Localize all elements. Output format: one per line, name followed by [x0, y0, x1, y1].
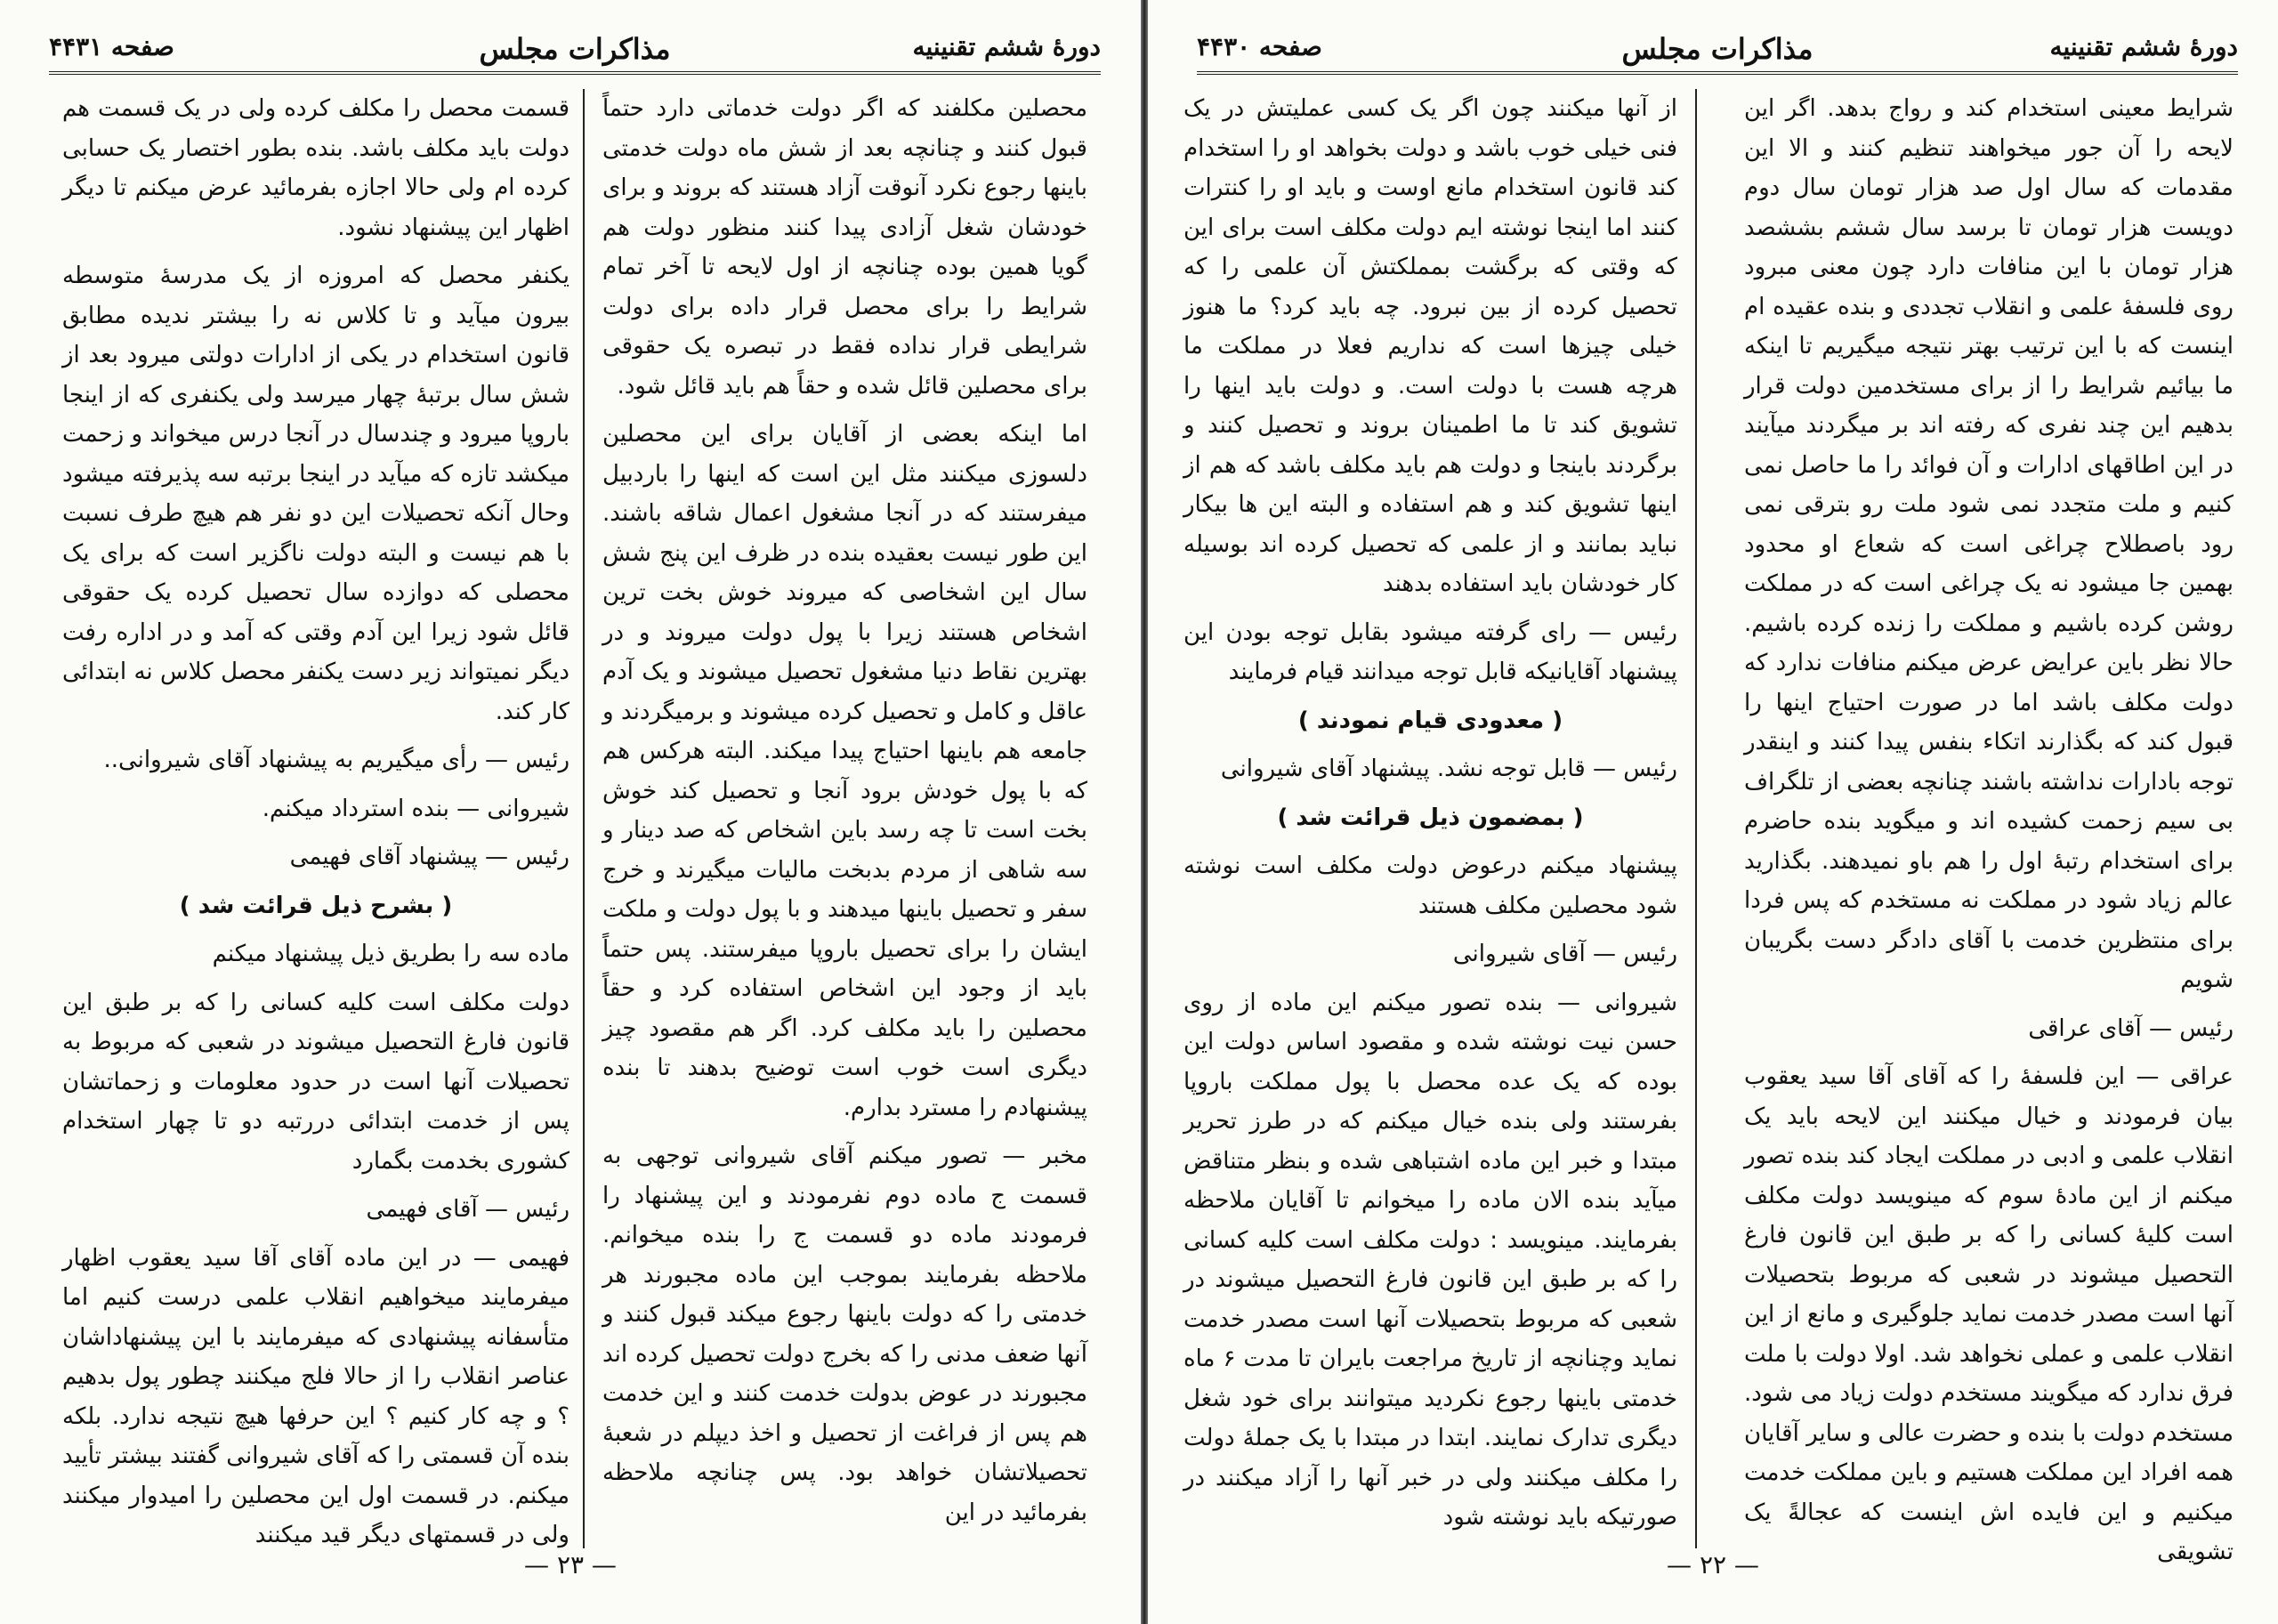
speaker-line: رئیس — قابل توجه نشد. پیشنهاد آقای شیروانی — [1220, 755, 1677, 782]
paragraph: اما اینکه بعضی از آقایان برای این محصلین دلسوزی میکنند مثل این است که اینها را باردبیل میفرستند که در آنجا مشغول اعمال شاقه باشند. این طور نیست بعقیده بنده در ظرف این پنج شش سال این اشخاصی که میروند خوش بخت ترین اشخاص هستند زیرا با پول دولت میروند و در بهترین نقاط دنیا مشغول تحصیل میشوند و یک آدم عاقل و کامل و تحصیل کرده میشوند و برمیگردند و جامعه هم باینها احتیاج پیدا میکند. البته هرکس هم که با پول خودش برود آنجا و تحصیل کند خوش بخت است تا چه رسد باین اشخاص که صد دینار و سه شاهی از مردم بدبخت مالیات میگیرند و خرج سفر و تحصیل باینها میدهند و با پول دولت و ملکت ایشان را برای تحصیل باروپا میفرستند. پس حتماً باید از وجود این اشخاص استفاده کرد و حقاً محصلین را باید مکلف کرد. اگر هم مقصود چیز دیگری است خوب است توضیح بدهند تا بنده پیشنهادم را مسترد بدارم. — [602, 421, 1087, 1121]
right-page-right-column — [1744, 89, 2234, 1565]
paragraph: فهیمی — در این ماده آقای آقا سید یعقوب اظهار میفرمایند میخواهیم انقلاب علمی درست کنیم اما متأسفانه پیشنهادی که میفرمایند با این پیشنهاداشان عناصر انقلاب را از حالا فلج میکنند چطور پول بدهیم ؟ و چه کار کنیم ؟ این حرفها هیچ نتیجه ندارد. بلکه بنده آن قسمتی را که آقای شیروانی گفتند بیشتر تأیید میکنم. در قسمت اول این محصلین را امیدوار میکنند ولی در قسمتهای دیگر قید میکنند — [62, 1244, 570, 1548]
right-page-left-column — [1183, 89, 1677, 1548]
right-header-session: دورهٔ ششم تقنینیه — [2049, 32, 2238, 61]
speaker-line: رئیس — آقای شیروانی — [1452, 941, 1677, 967]
right-header-title: مذاکرات مجلس — [1621, 32, 1814, 66]
left-folio-number: — ۲۳ — — [524, 1550, 617, 1580]
speaker-line: رئیس — رأی میگیریم به پیشنهاد آقای شیروانی.. — [103, 747, 570, 773]
paragraph: دولت مکلف است کلیه کسانی را که بر طبق این قانون فارغ التحصیل میشوند در شعبی که مربوط به تحصیلات آنها است در حدود معلومات و زحماتشان پس از خدمت ابتدائی دررتبه دو تا چهار استخدام کشوری بخدمت بگمارد — [62, 989, 570, 1175]
left-header-title: مذاکرات مجلس — [479, 32, 671, 66]
speaker-line: شیروانی — بنده استرداد میکنم. — [262, 795, 570, 822]
right-page-folio — [1148, 1550, 2278, 1580]
speaker-line: رئیس — آقای فهیمی — [366, 1196, 570, 1223]
stage-direction: ( معدودی قیام نمودند ) — [1297, 707, 1563, 734]
stage-direction: ( بمضمون ذیل قرائت شد ) — [1277, 804, 1584, 831]
speaker-line: رئیس — آقای عراقی — [2028, 1014, 2234, 1042]
right-page-column-rule — [1695, 89, 1697, 1548]
right-folio-number: — ۲۲ — — [1667, 1550, 1759, 1580]
paragraph: مخبر — تصور میکنم آقای شیروانی توجهی به قسمت ج ماده دوم نفرمودند و این پیشنهاد را فرمودند ماده دو قسمت ج را بنده میخوانم. ملاحظه بفرمایند بموجب این ماده مجبورند هر خدمتی را که دولت باینها رجوع میکند قبول کنند و آنها ضعف مدنی را که بخرج دولت تحصیل کرده اند مجبورند در عوض بدولت خدمت کنند و این خدمت هم پس از فراغت از تحصیل و اخذ دیپلم در شعبهٔ تحصیلاتشان خواهد بود. پس چنانچه ملاحظه بفرمائید در این — [602, 1143, 1087, 1526]
speaker-line: رئیس — پیشنهاد آقای فهیمی — [289, 844, 570, 870]
paragraph: قسمت محصل را مکلف کرده ولی در یک قسمت هم دولت باید مکلف باشد. بنده بطور اختصار یک حسابی کرده ام ولی حالا اجازه بفرمائید عرض میکنم تا دیگر اظهار این پیشنهاد نشود. — [62, 95, 570, 241]
book-gutter — [1141, 0, 1148, 1624]
left-page-left-column — [62, 89, 570, 1548]
paragraph: شیروانی — بنده تصور میکنم این ماده از روی حسن نیت نوشته شده و مقصود اساس دولت این بوده که یک عده محصل با پول مملکت باروپا بفرستند ولی بنده خیال میکنم که در طرز تحریر مبتدا و خبر این ماده اشتباهی شده و بنظر متناقض میآید بنده الان ماده را میخوانم تا آقایان ملاحظه بفرمایند. مینویسد : دولت مکلف است کلیه کسانی را که بر طبق این قانون فارغ التحصیل میشوند در شعبی که مربوط بتحصیلات آنها است مصدر خدمت نماید وچنانچه از تاریخ مراجعت بایران تا مدت ۶ ماه خدمتی باینها رجوع نکردید میتوانند برای خود شغل دیگری تدارک نمایند. ابتدا در مبتدا با یک جملهٔ دولت را مکلف میکنند ولی در خبر آنها را آزاد میکنند در صورتیکه باید نوشته شود — [1183, 989, 1677, 1531]
speaker-line: رئیس — رای گرفته میشود بقابل توجه بودن این پیشنهاد آقایانیکه قابل توجه میدانند قیام فرمایند — [1183, 618, 1677, 685]
left-header-session: دورهٔ ششم تقنینیه — [912, 32, 1101, 61]
left-page-folio — [0, 1550, 1141, 1580]
left-page-column-rule — [583, 89, 585, 1548]
paragraph: یکنفر محصل که امروزه از یک مدرسهٔ متوسطه بیرون میآید و تا کلاس نه را بیشتر ندیده مطابق قانون استخدام در یکی از ادارات دولتی میرود بعد از شش سال برتبهٔ چهار میرسد ولی یکنفری که از اینجا باروپا میرود و چندسال در آنجا درس میخواند و زحمت میکشد تازه که میآید در اینجا برتبه سه پذیرفته میشود وحال آنکه تحصیلات این دو نفر هم هیچ طرف نسبت با هم نیست و البته دولت ناگزیر است که برای یک محصلی که دوازده سال تحصیل کرده یک حقوقی قائل شود زیرا این آدم وقتی که آمد و در اداره رفت دیگر نمیتواند زیر دست یکنفر محصل کلاس نه ابتدائی کار کند. — [62, 263, 570, 725]
right-page-header — [1197, 27, 2238, 75]
paragraph: محصلین مکلفند که اگر دولت خدماتی دارد حتماً قبول کنند و چنانچه بعد از شش ماه دولت خدمتی باینها رجوع نکرد آنوقت آزاد هستند که بروند و برای خودشان شغل آزادی پیدا کنند منظور دولت هم گویا همین بوده چنانچه از اول لایحه تا آخر تمام شرایط را برای محصل قرار داده برای دولت شرایطی قرار نداده فقط در تبصره یک حقوقی برای محصلین قائل شده و حقاً هم باید قائل شود. — [602, 95, 1087, 400]
stage-direction: ( بشرح ذیل قرائت شد ) — [179, 892, 453, 919]
paragraph: ماده سه را بطریق ذیل پیشنهاد میکنم — [212, 941, 570, 967]
right-header-page-number: صفحه ۴۴۳۰ — [1197, 32, 1322, 61]
right-page — [1148, 0, 2278, 1624]
left-page-right-column — [602, 89, 1087, 1548]
left-page-header — [49, 27, 1101, 75]
left-header-page-number: صفحه ۴۴۳۱ — [49, 32, 174, 61]
paragraph: از آنها میکنند چون اگر یک کسی عملیتش در یک فنی خیلی خوب باشد و دولت بخواهد او را استخدام کند قانون استخدام مانع اوست و باید او را کنترات کنند اما اینجا نوشته ایم دولت مکلف است برای این که وقتی که برگشت بمملکتش آن علمی را که تحصیل کرده از بین نبرود. چه باید کرد؟ ما هنوز خیلی چیزها است که نداریم فعلا در مملکت ما هرچه هست با دولت است. و دولت باید اینها را تشویق کند تا ما اطمینان بروند و تحصیل کنند و برگردند باینجا و دولت هم باید مکلف باشد که هم از اینها تشویق کند و هم استفاده و البته این ها بیکار نباید بمانند و از علمی که تحصیل کرده اند بوسیله کار خودشان باید استفاده بدهند — [1183, 95, 1677, 597]
paragraph: عراقی — این فلسفهٔ را که آقای آقا سید یعقوب بیان فرمودند و خیال میکنند این لایحه باید یک انقلاب علمی و ادبی در مملکت ایجاد کند بنده تصور میکنم از این مادهٔ سوم که مینویسد دولت مکلف است کلیهٔ کسانی را که بر طبق این قانون فارغ التحصیل میشوند در شعبی که مربوط بتحصیلات آنها است مصدر خدمت نماید جلوگیری و مانع از این انقلاب علمی و عملی نخواهد شد. اولا دولت با ملت فرق ندارد که میگویند مستخدم دولت زیاد می شود. مستخدم دولت با بنده و حضرت عالی و سایر آقایان همه افراد این مملکت هستیم و باین مملکت خدمت میکنیم و این فایده اش اینست که عجالةً یک تشویقی — [1744, 1063, 2234, 1565]
paragraph: شرایط معینی استخدام کند و رواج بدهد. اگر این لایحه را آن جور میخواهند تنظیم کنند و الا این مقدمات که سال اول صد هزار تومان سال دوم دویست هزار تومان تا برسد سال ششم بششصد هزار تومان با این منافات دارد چون معنی مبرود روی فلسفهٔ علمی و انقلاب تجددی و بنده عقیده ام اینست که با این ترتیب بهتر نتیجه میگیریم تا اینکه ما بیائیم شرایط را از برای مستخدمین دولت قرار بدهیم این چند نفری که رفته اند بر میگردند میآیند در این اطاقهای ادارات و آن فوائد را ما حاصل نمی کنیم و ملت متجدد نمی شود ملت رو بترقی نمی رود باصطلاح چراغی است که شعاع او محدود بهمین جا میشود نه یک چراغی است که در مملکت روشن کرده باشیم و مملکت را زنده کرده باشیم. حالا نظر باین عرایض عرض میکنم منافات ندارد که دولت مکلف باشد اما در صورت احتیاج اینها را قبول کند که بگذارند اتکاء بنفس پیدا کنند و اینقدر توجه بادارات نداشته باشند چنانچه بعضی از تلگراف بی سیم زحمت کشیده اند و میگوید بنده حاضرم برای استخدام رتبهٔ اول را هم باو نمیدهند. بگذارید عالم زیاد شود در مملکت نه مستخدم که پس فردا برای منتظرین خدمت با آقای دادگر دست بگریبان شویم — [1744, 95, 2234, 993]
paragraph: پیشنهاد میکنم درعوض دولت مکلف است نوشته شود محصلین مکلف هستند — [1183, 852, 1677, 919]
